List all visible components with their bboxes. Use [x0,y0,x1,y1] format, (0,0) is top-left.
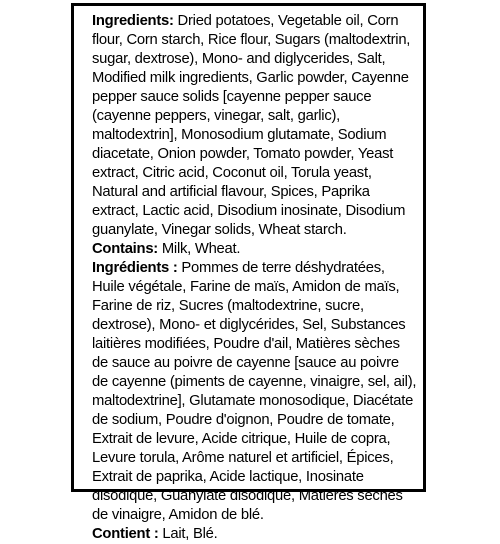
ingredients-label-panel [71,3,426,542]
french-ingredients-heading: Ingrédients : [92,260,178,276]
english-ingredients-list: Dried potatoes, Vegetable oil, Corn flour, Corn starch, Rice flour, Sugars (maltodextrin, sugar, dextrose), Mono- and diglycerides, Salt, Modified milk ingredients, Garlic powder, Cayenne pepper sauce solids [cayenne pepper sauce (cayenne peppers, vinegar, salt, garlic), maltodextrin], Monosodium glutamate, Sodium diacetate, Onion powder, Tomato powder, Yeast extract, Citric acid, Coconut oil, Torula yeast, Natural and artificial flavour, Spices, Paprika extract, Lactic acid, Disodium inosinate, Disodium guanylate, Vinegar solids, Wheat starch. [92,13,411,238]
french-contains-paragraph [92,525,417,544]
english-ingredients-heading: Ingredients: [92,13,174,29]
english-contains-heading: Contains: [92,241,158,257]
english-contains-paragraph [92,240,417,259]
english-ingredients-paragraph [92,12,417,240]
english-allergens-list: Milk, Wheat. [157,241,241,257]
french-contains-heading: Contient : [92,526,159,542]
french-ingredients-paragraph [92,259,417,525]
french-ingredients-list: Pommes de terre déshydratées, Huile végétale, Farine de maïs, Amidon de maïs, Farine de riz, Sucres (maltodextrine, sucre, dextrose), Mono- et diglycérides, Sel, Substances laitières modifiées, Poudre d'ail, Matières sèches de sauce au poivre de cayenne [sauce au poivre de cayenne (piments de cayenne, vinaigre, sel, ail), maltodextrine], Glutamate monosodique, Diacétate de sodium, Poudre d'oignon, Poudre de tomate, Extrait de levure, Acide citrique, Huile de copra, Levure torula, Arôme naturel et artificiel, Épices, Extrait de paprika, Acide lactique, Inosinate disodique, Guanylate disodique, Matières sèches de vinaigre, Amidon de blé. [92,260,417,523]
french-allergens-list: Lait, Blé. [158,526,218,542]
